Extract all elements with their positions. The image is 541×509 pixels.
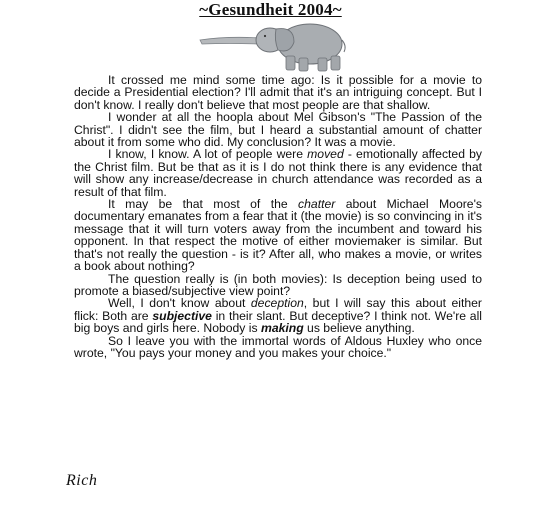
paragraph-6: Well, I don't know about deception, but I will say this about either flick: Both are subjective in their slant. But deceptive? I think not. We're all big boys and girls here. Nobody is making us believe anything. <box>74 296 482 336</box>
paragraph-1: It crossed me mind some time ago: Is it possible for a movie to decide a Presidential election? I'll admit that it's an intriguing concept. But I don't know. I really don't believe that most people are that shallow. <box>74 73 482 112</box>
emphasis-deception: deception <box>250 296 304 311</box>
signature: Rich <box>66 472 98 489</box>
emphasis-chatter: chatter <box>298 197 336 212</box>
paragraph-7: So I leave you with the immortal words of Aldous Huxley who once wrote, "You pays your money and you makes your choice." <box>74 333 482 360</box>
paragraph-3: I know, I know. A lot of people were moved - emotionally affected by the Christ film. But be that as it is I do not think there is any evidence that will show any increase/decrease in church attendance was recorded as a result of that film. <box>74 147 482 199</box>
page-title: ~Gesundheit 2004~ <box>199 0 342 19</box>
paragraph-2: I wonder at all the hoopla about Mel Gibson's "The Passion of the Christ". I didn't see the film, but I heard a substantial amount of chatter about it from some who did. My conclusion? It was a movie. <box>74 110 482 150</box>
paragraph-4: It may be that most of the chatter about Michael Moore's documentary emanates from a fear that it (the movie) is so convincing in it's message that it will turn voters away from the incumbent and toward his opponent. In that respect the motive of either moviemaker is similar. But that's not really the question - is it? After all, who makes a movie, or writes a book about nothing? <box>74 197 482 274</box>
elephant-icon <box>198 20 348 72</box>
article-body <box>74 74 482 359</box>
emphasis-moved: moved <box>307 147 344 162</box>
paragraph-5: The question really is (in both movies): Is deception being used to promote a biased/subjective view point? <box>74 271 482 298</box>
emphasis-making: making <box>260 321 304 336</box>
emphasis-subjective: subjective <box>152 308 212 323</box>
